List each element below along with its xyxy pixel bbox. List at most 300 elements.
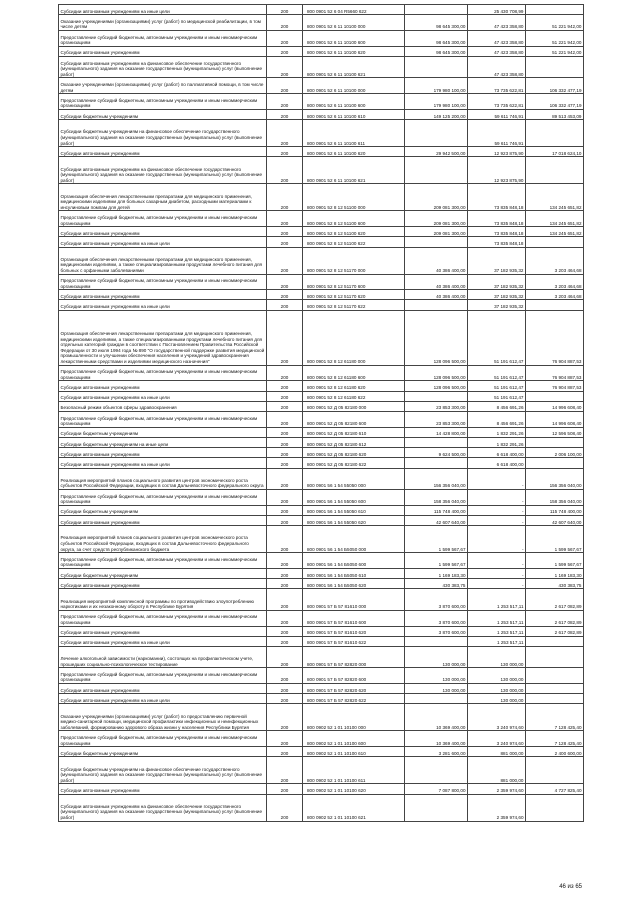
row-name: Субсидии автономным учреждениям на иные цели bbox=[59, 694, 267, 704]
row-executed: 51 191 612,47 bbox=[468, 391, 526, 401]
row-unexecuted: 134 245 651,82 bbox=[526, 211, 584, 227]
row-approved: 7 087 800,00 bbox=[405, 784, 468, 794]
row-approved: 209 081 300,00 bbox=[405, 184, 468, 211]
table-row bbox=[59, 94, 584, 110]
row-name: Предоставление субсидий бюджетным, автономным учреждениям и иным некоммерческим организациям bbox=[59, 553, 267, 569]
row-name: Субсидии автономным учреждениям bbox=[59, 784, 267, 794]
row-approved: 23 853 300,00 bbox=[405, 412, 468, 428]
row-line-code: 200 bbox=[267, 646, 303, 667]
row-budget-code: 800 0901 52 8 12 61180 600 bbox=[303, 365, 405, 381]
row-line-code: 200 bbox=[267, 427, 303, 437]
row-name: Реализация мероприятий планов социального развития центров экономического роста субъектов Российской Федерации, входящих в состав Дальневосточного федерального округа bbox=[59, 468, 267, 489]
table-row bbox=[59, 30, 584, 46]
row-approved: 40 386 400,00 bbox=[405, 274, 468, 290]
table-row bbox=[59, 237, 584, 247]
row-unexecuted bbox=[526, 694, 584, 704]
row-unexecuted: 134 245 651,82 bbox=[526, 184, 584, 211]
row-unexecuted: 1 599 567,67 bbox=[526, 526, 584, 553]
row-unexecuted: 76 904 887,53 bbox=[526, 310, 584, 365]
row-line-code: 200 bbox=[267, 56, 303, 77]
row-budget-code: 800 0901 57 Б 57 81610 620 bbox=[303, 626, 405, 636]
table-row bbox=[59, 636, 584, 646]
row-unexecuted: 106 332 477,19 bbox=[526, 78, 584, 94]
row-line-code: 200 bbox=[267, 365, 303, 381]
table-row bbox=[59, 247, 584, 274]
row-executed: 73 835 848,18 bbox=[468, 237, 526, 247]
row-budget-code: 800 0901 52 6 11 10100 000 bbox=[303, 15, 405, 31]
row-line-code: 200 bbox=[267, 46, 303, 56]
row-budget-code: 800 0901 56 1 54 55050 620 bbox=[303, 515, 405, 525]
row-name: Субсидии автономным учреждениям bbox=[59, 515, 267, 525]
row-executed: 1 832 291,26 bbox=[468, 438, 526, 448]
row-executed: 25 430 708,99 bbox=[468, 5, 526, 15]
row-budget-code: 800 0902 52 1 01 10100 621 bbox=[303, 794, 405, 821]
row-name: Субсидии бюджетным учреждениям bbox=[59, 427, 267, 437]
table-row bbox=[59, 568, 584, 578]
row-executed: - bbox=[468, 515, 526, 525]
row-line-code: 200 bbox=[267, 391, 303, 401]
row-name: Реализация мероприятий комплексной программы по противодействию злоупотреблению наркотиками и их незаконному обороту в Республике Бурятия bbox=[59, 589, 267, 610]
table-row bbox=[59, 78, 584, 94]
row-name: Субсидии автономным учреждениям на иные цели bbox=[59, 300, 267, 310]
row-budget-code: 800 0901 52 8 12 61180 622 bbox=[303, 391, 405, 401]
row-approved: 40 386 400,00 bbox=[405, 247, 468, 274]
row-line-code: 200 bbox=[267, 553, 303, 569]
row-executed: 37 182 935,32 bbox=[468, 247, 526, 274]
row-budget-code: 800 0901 52 Д 05 82180 000 bbox=[303, 401, 405, 411]
row-line-code: 200 bbox=[267, 526, 303, 553]
row-approved bbox=[405, 391, 468, 401]
table-row bbox=[59, 184, 584, 211]
row-executed: 130 000,00 bbox=[468, 694, 526, 704]
row-approved: 9 624 500,00 bbox=[405, 448, 468, 458]
row-executed: 73 735 622,81 bbox=[468, 78, 526, 94]
row-unexecuted bbox=[526, 794, 584, 821]
table-row bbox=[59, 157, 584, 184]
table-row bbox=[59, 438, 584, 448]
row-approved: 430 383,75 bbox=[405, 579, 468, 589]
row-budget-code: 800 0902 52 1 01 10100 600 bbox=[303, 731, 405, 747]
row-approved bbox=[405, 636, 468, 646]
row-name: Предоставление субсидий бюджетным, автономным учреждениям и иным некоммерческим организациям bbox=[59, 274, 267, 290]
row-unexecuted: 76 904 887,53 bbox=[526, 365, 584, 381]
row-line-code: 200 bbox=[267, 120, 303, 147]
row-budget-code: 800 0901 57 Б 57 82820 620 bbox=[303, 684, 405, 694]
row-line-code: 200 bbox=[267, 401, 303, 411]
row-line-code: 200 bbox=[267, 458, 303, 468]
row-unexecuted bbox=[526, 237, 584, 247]
row-executed: 73 835 848,18 bbox=[468, 184, 526, 211]
row-line-code: 200 bbox=[267, 568, 303, 578]
row-name: Субсидии бюджетным учреждениям на финансовое обеспечение государственного (муниципального) задания на оказание государственных (муниципальных) услуг (выполнение работ) bbox=[59, 757, 267, 784]
table-row bbox=[59, 747, 584, 757]
row-line-code: 200 bbox=[267, 784, 303, 794]
row-executed: 6 618 400,00 bbox=[468, 448, 526, 458]
table-row bbox=[59, 505, 584, 515]
row-executed: 51 191 612,47 bbox=[468, 310, 526, 365]
row-executed: 12 923 875,90 bbox=[468, 157, 526, 184]
row-budget-code: 800 0902 52 1 01 10100 620 bbox=[303, 784, 405, 794]
row-budget-code: 800 0901 57 Б 57 81610 622 bbox=[303, 636, 405, 646]
row-approved: 115 748 400,00 bbox=[405, 505, 468, 515]
row-line-code: 200 bbox=[267, 684, 303, 694]
row-approved: 23 853 300,00 bbox=[405, 401, 468, 411]
table-row bbox=[59, 211, 584, 227]
row-budget-code: 800 0901 52 8 12 51100 000 bbox=[303, 184, 405, 211]
row-name: Предоставление субсидий бюджетным, автономным учреждениям и иным некоммерческим организациям bbox=[59, 731, 267, 747]
row-unexecuted: 2 617 082,89 bbox=[526, 610, 584, 626]
row-budget-code: 800 0901 52 6 11 10100 600 bbox=[303, 30, 405, 46]
row-budget-code: 800 0901 52 Д 05 82180 600 bbox=[303, 412, 405, 428]
row-executed: 2 359 974,60 bbox=[468, 794, 526, 821]
row-unexecuted: 4 727 825,40 bbox=[526, 784, 584, 794]
row-budget-code: 800 0901 56 1 54 Б5050 620 bbox=[303, 579, 405, 589]
row-name: Субсидии бюджетным учреждениям bbox=[59, 109, 267, 119]
row-budget-code: 800 0901 56 1 54 Б5050 610 bbox=[303, 568, 405, 578]
row-budget-code: 800 0901 52 6 11 10100 611 bbox=[303, 120, 405, 147]
row-executed: 37 182 935,32 bbox=[468, 300, 526, 310]
row-approved: 98 645 300,00 bbox=[405, 30, 468, 46]
table-row bbox=[59, 310, 584, 365]
row-name: Оказание учреждениями (организациями) услуг (работ) по медицинской реабилитации, в том числе детям bbox=[59, 15, 267, 31]
row-executed: - bbox=[468, 526, 526, 553]
budget-execution-table bbox=[58, 4, 584, 822]
row-executed: 47 423 358,80 bbox=[468, 56, 526, 77]
row-executed: 8 456 691,26 bbox=[468, 412, 526, 428]
row-budget-code: 800 0901 56 1 54 55050 610 bbox=[303, 505, 405, 515]
row-name: Субсидии автономным учреждениям на иные цели bbox=[59, 391, 267, 401]
table-row bbox=[59, 147, 584, 157]
row-name: Реализация мероприятий планов социального развития центров экономического роста субъектов Российской Федерации, входящих в состав Дальневосточного федерального округа, за счет средств республиканского бюджета bbox=[59, 526, 267, 553]
row-budget-code: 800 0901 52 8 12 51170 622 bbox=[303, 300, 405, 310]
row-unexecuted bbox=[526, 300, 584, 310]
row-line-code: 200 bbox=[267, 757, 303, 784]
row-approved: 1 599 567,67 bbox=[405, 553, 468, 569]
row-approved bbox=[405, 458, 468, 468]
row-approved: 130 000,00 bbox=[405, 668, 468, 684]
row-budget-code: 800 0901 56 1 54 Б5050 600 bbox=[303, 553, 405, 569]
row-unexecuted: 430 383,75 bbox=[526, 579, 584, 589]
row-approved: 209 081 300,00 bbox=[405, 211, 468, 227]
row-line-code: 200 bbox=[267, 237, 303, 247]
row-executed: - bbox=[468, 468, 526, 489]
row-line-code: 200 bbox=[267, 310, 303, 365]
table-row bbox=[59, 468, 584, 489]
table-row bbox=[59, 448, 584, 458]
row-approved: 158 356 040,00 bbox=[405, 489, 468, 505]
row-executed: 3 240 974,60 bbox=[468, 731, 526, 747]
row-name: Лечение алкогольной зависимости (наркомании), состоящих на профилактическом учете, прошедших социально-психологическое тестирование bbox=[59, 646, 267, 667]
row-budget-code: 800 0901 52 6 11 10100 621 bbox=[303, 56, 405, 77]
row-unexecuted: 12 596 508,40 bbox=[526, 427, 584, 437]
row-line-code: 200 bbox=[267, 694, 303, 704]
table-row bbox=[59, 553, 584, 569]
row-unexecuted bbox=[526, 668, 584, 684]
row-budget-code: 800 0901 52 6 11 10100 000 bbox=[303, 78, 405, 94]
row-budget-code: 800 0901 57 Б 57 81610 000 bbox=[303, 589, 405, 610]
row-approved: 128 096 500,00 bbox=[405, 381, 468, 391]
table-row bbox=[59, 5, 584, 15]
row-name: Организация обеспечения лекарственными препаратами для медицинского применения, медицинскими изделиями для больных сахарным диабетом, расходными материалами к инсулиновым помпам для детей bbox=[59, 184, 267, 211]
row-name: Субсидии бюджетным учреждениям на иные цели bbox=[59, 438, 267, 448]
row-executed: 73 835 848,18 bbox=[468, 227, 526, 237]
row-name: Организация обеспечения лекарственными препаратами для медицинского применения, медицинскими изделиями, а также специализированными продуктами лечебного питания для больных с орфанными заболеваниями bbox=[59, 247, 267, 274]
row-line-code: 200 bbox=[267, 468, 303, 489]
table-row bbox=[59, 579, 584, 589]
row-name: Субсидии автономным учреждениям на иные цели bbox=[59, 5, 267, 15]
table-row bbox=[59, 109, 584, 119]
row-approved bbox=[405, 56, 468, 77]
row-unexecuted: 3 203 464,68 bbox=[526, 290, 584, 300]
table-row bbox=[59, 589, 584, 610]
row-line-code: 200 bbox=[267, 610, 303, 626]
row-approved: 209 081 300,00 bbox=[405, 227, 468, 237]
row-executed: 1 832 291,26 bbox=[468, 427, 526, 437]
row-line-code: 200 bbox=[267, 109, 303, 119]
row-name: Субсидии автономным учреждениям на иные цели bbox=[59, 458, 267, 468]
row-unexecuted bbox=[526, 636, 584, 646]
row-budget-code: 800 0901 57 Б 57 81610 600 bbox=[303, 610, 405, 626]
row-approved: 3 281 600,00 bbox=[405, 747, 468, 757]
row-approved: 10 369 400,00 bbox=[405, 731, 468, 747]
row-budget-code: 800 0901 52 6 11 10100 620 bbox=[303, 46, 405, 56]
row-line-code: 200 bbox=[267, 412, 303, 428]
row-line-code: 200 bbox=[267, 636, 303, 646]
row-executed: 130 000,00 bbox=[468, 646, 526, 667]
row-budget-code: 800 0901 57 Б 57 82820 622 bbox=[303, 694, 405, 704]
row-unexecuted: 2 617 082,89 bbox=[526, 626, 584, 636]
row-name: Предоставление субсидий бюджетным, автономным учреждениям и иным некоммерческим организациям bbox=[59, 365, 267, 381]
row-executed: 6 618 400,00 bbox=[468, 458, 526, 468]
row-approved: 1 169 183,30 bbox=[405, 568, 468, 578]
row-name: Субсидии автономным учреждениям на финансовое обеспечение государственного (муниципального) задания на оказание государственных (муниципальных) услуг (выполнение работ) bbox=[59, 794, 267, 821]
row-budget-code: 800 0901 52 6 11 10100 621 bbox=[303, 157, 405, 184]
row-line-code: 200 bbox=[267, 157, 303, 184]
row-executed: 47 423 358,80 bbox=[468, 46, 526, 56]
row-name: Субсидии бюджетным учреждениям на финансовое обеспечение государственного (муниципального) задания на оказание государственных (муниципальных) услуг (выполнение работ) bbox=[59, 120, 267, 147]
row-budget-code: 800 0901 57 Б 57 82820 000 bbox=[303, 646, 405, 667]
row-executed: 3 240 974,60 bbox=[468, 704, 526, 731]
table-row bbox=[59, 489, 584, 505]
row-unexecuted: 2 400 600,00 bbox=[526, 747, 584, 757]
row-name: Субсидии автономным учреждениям bbox=[59, 46, 267, 56]
row-executed: 881 000,00 bbox=[468, 747, 526, 757]
table-row bbox=[59, 56, 584, 77]
row-line-code: 200 bbox=[267, 515, 303, 525]
table-row bbox=[59, 684, 584, 694]
row-name: Субсидии автономным учреждениям bbox=[59, 579, 267, 589]
row-line-code: 200 bbox=[267, 30, 303, 46]
row-approved: 3 870 600,00 bbox=[405, 610, 468, 626]
table-row bbox=[59, 626, 584, 636]
table-row bbox=[59, 694, 584, 704]
row-unexecuted: 158 356 040,00 bbox=[526, 489, 584, 505]
row-executed: - bbox=[468, 579, 526, 589]
table-row bbox=[59, 290, 584, 300]
row-executed: 2 359 974,60 bbox=[468, 784, 526, 794]
row-line-code: 200 bbox=[267, 731, 303, 747]
row-approved: 10 369 400,00 bbox=[405, 704, 468, 731]
row-name: Субсидии бюджетным учреждениям bbox=[59, 747, 267, 757]
row-executed: 47 423 358,80 bbox=[468, 30, 526, 46]
row-unexecuted: 1 169 183,30 bbox=[526, 568, 584, 578]
table-row bbox=[59, 300, 584, 310]
row-approved: 29 942 500,00 bbox=[405, 147, 468, 157]
row-approved bbox=[405, 5, 468, 15]
row-line-code: 200 bbox=[267, 794, 303, 821]
row-line-code: 200 bbox=[267, 94, 303, 110]
table-row bbox=[59, 646, 584, 667]
row-name: Оказание учреждениями (организациями) услуг (работ) по паллиативной помощи, в том числе детям bbox=[59, 78, 267, 94]
row-approved: 98 645 300,00 bbox=[405, 46, 468, 56]
row-budget-code: 800 0901 52 Д 05 82180 610 bbox=[303, 427, 405, 437]
row-name: Субсидии автономным учреждениям на финансовое обеспечение государственного (муниципального) задания на оказание государственных (муниципальных) услуг (выполнение работ) bbox=[59, 56, 267, 77]
table-row bbox=[59, 668, 584, 684]
row-unexecuted: 89 513 453,09 bbox=[526, 109, 584, 119]
row-unexecuted: 51 221 942,00 bbox=[526, 30, 584, 46]
row-name: Предоставление субсидий бюджетным, автономным учреждениям и иным некоммерческим организациям bbox=[59, 489, 267, 505]
row-budget-code: 800 0901 52 6 11 10100 610 bbox=[303, 109, 405, 119]
row-line-code: 200 bbox=[267, 211, 303, 227]
row-budget-code: 800 0901 56 1 54 Б5050 000 bbox=[303, 526, 405, 553]
row-name: Субсидии автономным учреждениям bbox=[59, 626, 267, 636]
report-page bbox=[58, 4, 583, 822]
table-row bbox=[59, 794, 584, 821]
row-approved: 98 645 300,00 bbox=[405, 15, 468, 31]
row-approved: 130 000,00 bbox=[405, 646, 468, 667]
row-line-code: 200 bbox=[267, 381, 303, 391]
row-line-code: 200 bbox=[267, 184, 303, 211]
row-name: Субсидии автономным учреждениям bbox=[59, 147, 267, 157]
page-number: 46 из 65 bbox=[559, 884, 582, 890]
row-name: Предоставление субсидий бюджетным, автономным учреждениям и иным некоммерческим организациям bbox=[59, 30, 267, 46]
row-executed: 8 456 691,26 bbox=[468, 401, 526, 411]
row-line-code: 200 bbox=[267, 247, 303, 274]
row-unexecuted: 7 128 425,40 bbox=[526, 731, 584, 747]
row-approved: 42 607 640,00 bbox=[405, 515, 468, 525]
row-line-code: 200 bbox=[267, 505, 303, 515]
row-executed: 12 923 875,90 bbox=[468, 147, 526, 157]
row-name: Субсидии автономным учреждениям bbox=[59, 381, 267, 391]
table-row bbox=[59, 731, 584, 747]
row-line-code: 200 bbox=[267, 668, 303, 684]
row-unexecuted bbox=[526, 5, 584, 15]
row-name: Субсидии бюджетным учреждениям bbox=[59, 568, 267, 578]
row-unexecuted: 51 221 942,00 bbox=[526, 46, 584, 56]
row-budget-code: 800 0901 52 8 12 51170 620 bbox=[303, 290, 405, 300]
row-executed: 1 253 517,11 bbox=[468, 589, 526, 610]
row-line-code: 200 bbox=[267, 747, 303, 757]
row-approved: 1 599 567,67 bbox=[405, 526, 468, 553]
row-line-code: 200 bbox=[267, 448, 303, 458]
row-unexecuted bbox=[526, 438, 584, 448]
table-row bbox=[59, 227, 584, 237]
row-approved: 130 000,00 bbox=[405, 684, 468, 694]
table-row bbox=[59, 46, 584, 56]
row-line-code: 200 bbox=[267, 626, 303, 636]
row-unexecuted: 14 996 608,40 bbox=[526, 412, 584, 428]
row-approved: 40 386 400,00 bbox=[405, 290, 468, 300]
row-unexecuted: 42 607 640,00 bbox=[526, 515, 584, 525]
row-name: Субсидии автономным учреждениям на финансовое обеспечение государственного (муниципального) задания на оказание государственных (муниципальных) услуг (выполнение работ) bbox=[59, 157, 267, 184]
row-unexecuted bbox=[526, 757, 584, 784]
row-name: Субсидии автономным учреждениям на иные цели bbox=[59, 636, 267, 646]
row-unexecuted: 51 221 942,00 bbox=[526, 15, 584, 31]
table-row bbox=[59, 610, 584, 626]
table-row bbox=[59, 391, 584, 401]
row-budget-code: 800 0901 56 1 54 55050 600 bbox=[303, 489, 405, 505]
row-line-code: 200 bbox=[267, 589, 303, 610]
row-approved bbox=[405, 794, 468, 821]
row-approved bbox=[405, 300, 468, 310]
row-executed: 881 000,00 bbox=[468, 757, 526, 784]
table-row bbox=[59, 427, 584, 437]
table-row bbox=[59, 365, 584, 381]
row-unexecuted: 3 203 464,68 bbox=[526, 274, 584, 290]
row-unexecuted: 2 006 100,00 bbox=[526, 448, 584, 458]
row-budget-code: 800 0901 52 8 12 51100 600 bbox=[303, 211, 405, 227]
row-approved: 179 980 100,00 bbox=[405, 78, 468, 94]
row-unexecuted bbox=[526, 56, 584, 77]
row-executed: 130 000,00 bbox=[468, 668, 526, 684]
row-executed: - bbox=[468, 505, 526, 515]
row-approved bbox=[405, 438, 468, 448]
row-budget-code: 800 0901 52 Д 05 82180 620 bbox=[303, 448, 405, 458]
table-row bbox=[59, 757, 584, 784]
table-row bbox=[59, 784, 584, 794]
row-name: Оказание учреждениями (организациями) услуг (работ) по предоставлению первичной медико-санитарной помощи, медицинской профилактики инфекционных и неинфекционных заболеваний, формированию здорового образа жизни у населения Республики Бурятия bbox=[59, 704, 267, 731]
row-name: Организация обеспечения лекарственными препаратами для медицинского применения, медицинскими изделиями, а также специализированными продуктами лечебного питания для отдельных категорий граждан в соответствии с Постановлением Правительства Российской Федерации от 30 июля 1994 года № 890 "О государственной поддержке развития медицинской промышленности и улучшении обеспечения населения и учреждений здравоохранения лекарственными средствами и изделиями медицинского назначения" bbox=[59, 310, 267, 365]
table-row bbox=[59, 515, 584, 525]
row-executed: 37 182 935,32 bbox=[468, 290, 526, 300]
row-unexecuted: 17 018 624,10 bbox=[526, 147, 584, 157]
row-budget-code: 800 0901 52 8 12 51170 000 bbox=[303, 247, 405, 274]
row-budget-code: 800 0901 52 Д 05 82180 612 bbox=[303, 438, 405, 448]
row-approved: 14 428 800,00 bbox=[405, 427, 468, 437]
row-unexecuted: 2 617 082,89 bbox=[526, 589, 584, 610]
row-executed: - bbox=[468, 489, 526, 505]
row-unexecuted bbox=[526, 157, 584, 184]
row-name: Предоставление субсидий бюджетным, автономным учреждениям и иным некоммерческим организациям bbox=[59, 610, 267, 626]
row-budget-code: 800 0901 52 8 12 51170 600 bbox=[303, 274, 405, 290]
row-name: Субсидии бюджетным учреждениям bbox=[59, 505, 267, 515]
row-executed: 59 611 746,91 bbox=[468, 120, 526, 147]
row-name: Субсидии автономным учреждениям bbox=[59, 448, 267, 458]
row-unexecuted: 1 599 567,67 bbox=[526, 553, 584, 569]
row-budget-code: 800 0901 57 Б 57 82820 600 bbox=[303, 668, 405, 684]
row-approved bbox=[405, 757, 468, 784]
row-budget-code: 800 0901 56 1 54 55050 000 bbox=[303, 468, 405, 489]
row-budget-code: 800 0901 52 6 04 R5660 622 bbox=[303, 5, 405, 15]
row-unexecuted bbox=[526, 684, 584, 694]
row-executed: 1 253 517,11 bbox=[468, 636, 526, 646]
table-row bbox=[59, 274, 584, 290]
row-executed: 37 182 935,32 bbox=[468, 274, 526, 290]
row-approved: 179 980 100,00 bbox=[405, 94, 468, 110]
row-line-code: 200 bbox=[267, 438, 303, 448]
row-unexecuted: 115 748 400,00 bbox=[526, 505, 584, 515]
row-unexecuted bbox=[526, 646, 584, 667]
table-row bbox=[59, 401, 584, 411]
table-row bbox=[59, 381, 584, 391]
row-executed: 73 735 622,81 bbox=[468, 94, 526, 110]
row-name: Субсидии автономным учреждениям bbox=[59, 290, 267, 300]
row-name: Субсидии автономным учреждениям bbox=[59, 227, 267, 237]
row-approved: 128 096 500,00 bbox=[405, 310, 468, 365]
row-unexecuted bbox=[526, 391, 584, 401]
row-unexecuted: 14 996 608,40 bbox=[526, 401, 584, 411]
row-approved bbox=[405, 694, 468, 704]
